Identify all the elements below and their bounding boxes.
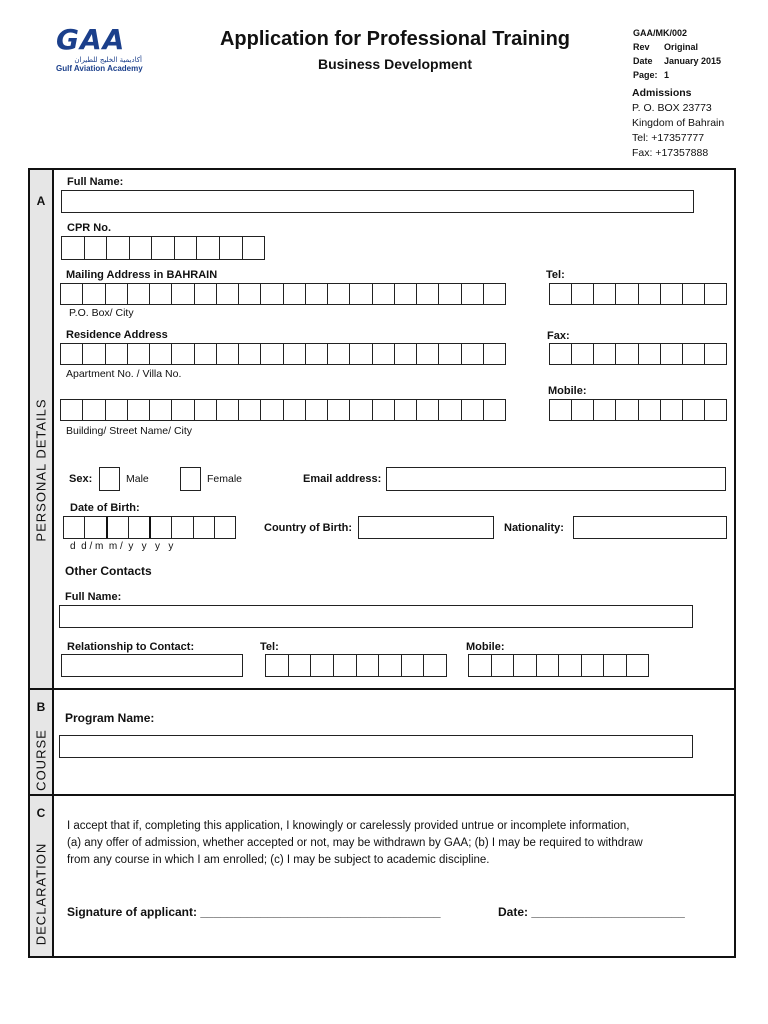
email-label: Email address: xyxy=(303,473,382,485)
other-tel-label: Tel: xyxy=(260,641,279,653)
address-block xyxy=(632,86,762,161)
dob-input[interactable] xyxy=(63,516,236,539)
doc-code: GAA/MK/002 xyxy=(633,28,688,38)
tel-input[interactable] xyxy=(549,283,727,305)
section-a-letter: A xyxy=(36,194,46,208)
logo-arabic-text: أكاديمية الخليج للطيران xyxy=(74,56,142,64)
page-title: Application for Professional Training xyxy=(219,28,571,50)
section-a-sidebar xyxy=(30,170,54,688)
full-name-input[interactable] xyxy=(61,190,694,213)
other-full-name-input[interactable] xyxy=(59,605,693,628)
declaration-date-field[interactable]: Date: _______________________ xyxy=(498,905,685,919)
building-caption: Building/ Street Name/ City xyxy=(66,425,193,437)
email-input[interactable] xyxy=(386,467,726,491)
section-c-side-label: DECLARATION xyxy=(33,842,49,946)
fax-input[interactable] xyxy=(549,343,727,365)
cpr-input[interactable] xyxy=(61,236,265,260)
section-c-letter: C xyxy=(36,806,46,820)
other-tel-input[interactable] xyxy=(265,654,447,677)
address-title: Admissions xyxy=(632,87,692,99)
address-tel: Tel: +17357777 xyxy=(632,132,705,144)
country-of-birth-label: Country of Birth: xyxy=(264,522,352,534)
program-name-label: Program Name: xyxy=(65,711,155,725)
declaration-line-1: I accept that if, completing this application, I knowingly or carelessly provided untrue or incomplete information, xyxy=(67,820,630,832)
other-mobile-input[interactable] xyxy=(468,654,649,677)
section-a-side-label: PERSONAL DETAILS xyxy=(33,398,49,542)
sex-label: Sex: xyxy=(69,473,93,485)
doc-date: Date January 2015 xyxy=(633,56,722,66)
dob-format-caption: d d / m m / y y y y xyxy=(70,541,174,552)
signature-field[interactable]: Signature of applicant: ____________________________________ xyxy=(67,905,441,919)
other-contacts-heading: Other Contacts xyxy=(65,564,152,578)
nationality-input[interactable] xyxy=(573,516,727,539)
country-of-birth-input[interactable] xyxy=(358,516,494,539)
female-checkbox[interactable] xyxy=(180,467,201,491)
tel-label: Tel: xyxy=(546,269,565,281)
section-b-letter: B xyxy=(36,700,46,714)
mobile-label: Mobile: xyxy=(548,385,587,397)
relationship-label: Relationship to Contact: xyxy=(67,641,195,653)
male-checkbox[interactable] xyxy=(99,467,120,491)
program-name-input[interactable] xyxy=(59,735,693,758)
male-label: Male xyxy=(126,473,149,485)
fax-label: Fax: xyxy=(547,330,570,342)
doc-rev: Rev Original xyxy=(633,42,699,52)
pobox-caption: P.O. Box/ City xyxy=(69,307,134,319)
doc-meta xyxy=(633,26,753,82)
female-label: Female xyxy=(207,473,243,485)
other-mobile-label: Mobile: xyxy=(466,641,505,653)
logo-english-text: Gulf Aviation Academy xyxy=(56,64,143,73)
mailing-address-label: Mailing Address in BAHRAIN xyxy=(66,269,218,281)
declaration-line-3: from any course in which I am enrolled; (c) I may be subject to academic discipline. xyxy=(67,854,490,866)
doc-page: Page: 1 xyxy=(633,70,670,80)
section-b-side-label: COURSE xyxy=(33,729,49,791)
section-c-sidebar xyxy=(30,796,54,956)
relationship-input[interactable] xyxy=(61,654,243,677)
apartment-caption: Apartment No. / Villa No. xyxy=(66,368,182,380)
nationality-label: Nationality: xyxy=(504,522,564,534)
mailing-address-input[interactable] xyxy=(60,283,506,305)
mobile-input[interactable] xyxy=(549,399,727,421)
full-name-label: Full Name: xyxy=(67,176,124,188)
section-b-sidebar xyxy=(30,690,54,794)
logo-mark: GAA xyxy=(56,23,126,56)
address-line1: P. O. BOX 23773 xyxy=(632,102,712,114)
address-fax: Fax: +17357888 xyxy=(632,147,709,159)
residence-address-label: Residence Address xyxy=(66,329,168,341)
dob-label: Date of Birth: xyxy=(70,502,140,514)
residence-apartment-input[interactable] xyxy=(60,343,506,365)
logo xyxy=(56,24,156,78)
cpr-label: CPR No. xyxy=(67,222,111,234)
declaration-line-2: (a) any offer of admission, whether accepted or not, may be withdrawn by GAA; (b) I may be required to withdraw xyxy=(67,837,643,849)
other-full-name-label: Full Name: xyxy=(65,591,122,603)
address-line2: Kingdom of Bahrain xyxy=(632,117,725,129)
declaration-text xyxy=(67,818,727,869)
residence-building-input[interactable] xyxy=(60,399,506,421)
page-subtitle: Business Development xyxy=(317,56,473,72)
